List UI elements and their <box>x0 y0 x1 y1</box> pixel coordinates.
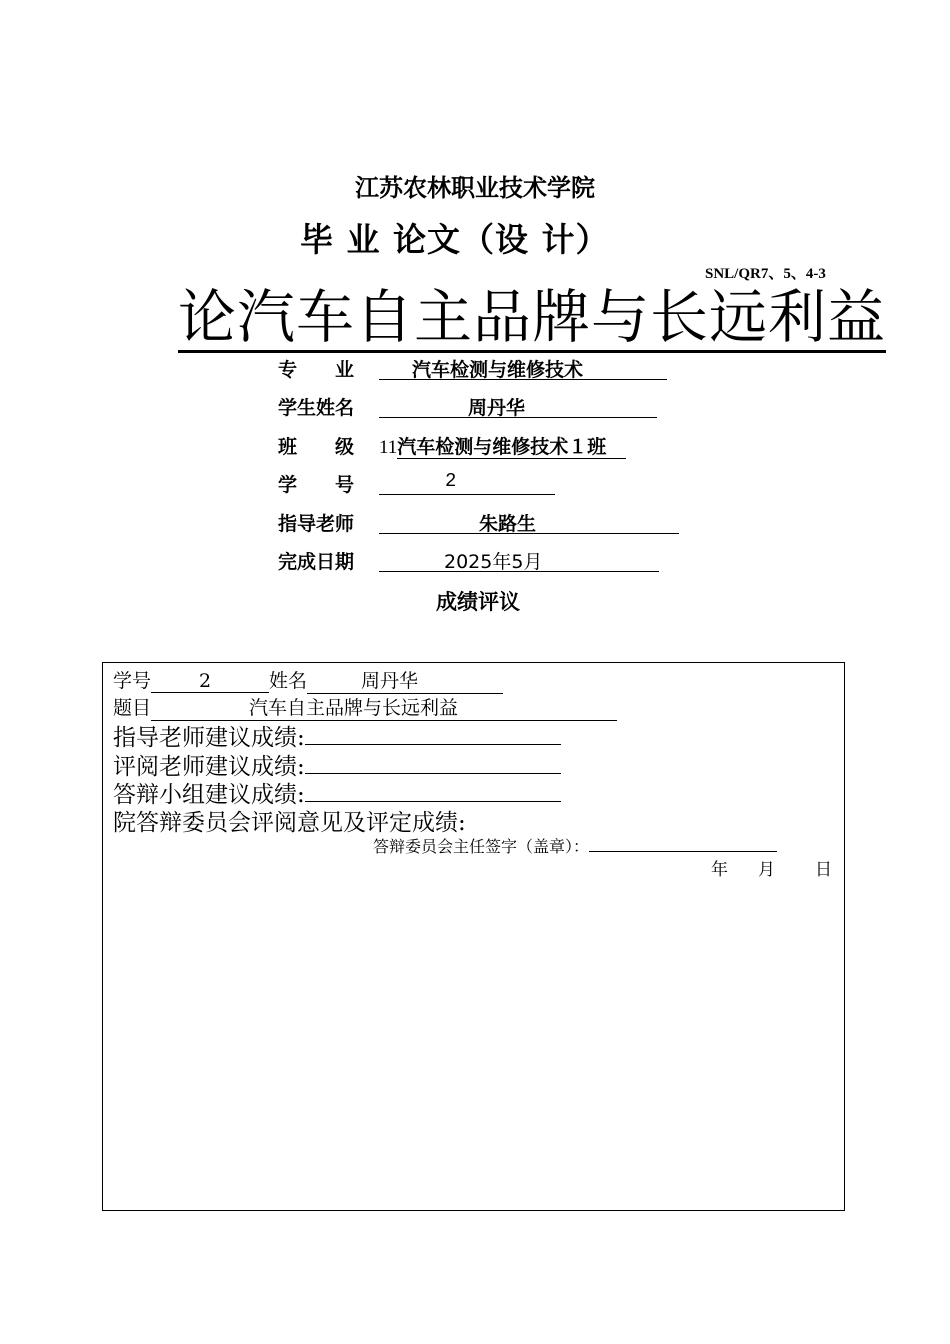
eval-topic-row <box>113 693 617 721</box>
eval-id-row <box>113 666 503 694</box>
panel-grade-label: 答辩小组建议成绩: <box>113 782 305 808</box>
sign-date-month: 月 <box>758 860 775 880</box>
advisor-value-text: 朱路生 <box>479 513 537 535</box>
eval-name-value-text: 周丹华 <box>361 670 419 692</box>
signature-blank <box>589 837 777 852</box>
major-label: 专 业 <box>278 359 355 381</box>
class-label: 班 级 <box>278 436 355 458</box>
eval-name-value <box>307 666 503 694</box>
sign-date-row <box>711 855 832 880</box>
class-value <box>379 432 626 456</box>
student-id-text: 2 <box>445 470 457 492</box>
evaluation-heading: 成绩评议 <box>436 590 520 614</box>
eval-name-label: 姓名 <box>269 670 308 692</box>
thesis-title: 论汽车自主品牌与长远利益 <box>178 283 887 351</box>
class-prefix: 11 <box>379 437 398 458</box>
name-value <box>379 393 657 418</box>
reviewer-grade-blank <box>305 753 561 774</box>
advisor-grade-label: 指导老师建议成绩: <box>113 725 305 751</box>
form-code: SNL/QR7、5、4-3 <box>705 266 826 282</box>
panel-grade-blank <box>305 781 561 802</box>
eval-id-value <box>151 670 269 693</box>
document-type: 毕 业 论文（设 计） <box>300 220 610 259</box>
committee-opinion: 院答辩委员会评阅意见及评定成绩: <box>113 810 466 836</box>
advisor-label: 指导老师 <box>278 513 355 535</box>
advisor-value <box>379 509 679 534</box>
name-value-text: 周丹华 <box>468 397 526 419</box>
eval-topic-label: 题目 <box>113 697 152 719</box>
advisor-grade-blank <box>305 724 561 745</box>
class-value-text: 汽车检测与维修技术１班 <box>397 436 626 459</box>
date-value <box>379 547 659 572</box>
eval-topic-value-text: 汽车自主品牌与长远利益 <box>249 697 459 719</box>
eval-topic-value <box>151 693 617 721</box>
eval-id-label: 学号 <box>113 670 152 692</box>
eval-id-value-text: 2 <box>198 670 212 692</box>
name-label: 学生姓名 <box>278 397 355 419</box>
sign-date-day: 日 <box>815 860 832 880</box>
major-value-text: 汽车检测与维修技术 <box>412 359 584 381</box>
sign-date-year: 年 <box>711 860 728 880</box>
student-id-value <box>379 470 555 495</box>
student-id-label: 学 号 <box>278 474 355 496</box>
major-value <box>379 355 667 380</box>
evaluation-box <box>102 662 845 1211</box>
signature-row <box>373 834 777 857</box>
date-value-text: 2025年5月 <box>444 551 543 573</box>
reviewer-grade-label: 评阅老师建议成绩: <box>113 754 305 780</box>
date-label: 完成日期 <box>278 551 355 573</box>
institution-name: 江苏农林职业技术学院 <box>355 174 595 202</box>
signature-label: 答辩委员会主任签字（盖章）： <box>373 837 590 856</box>
